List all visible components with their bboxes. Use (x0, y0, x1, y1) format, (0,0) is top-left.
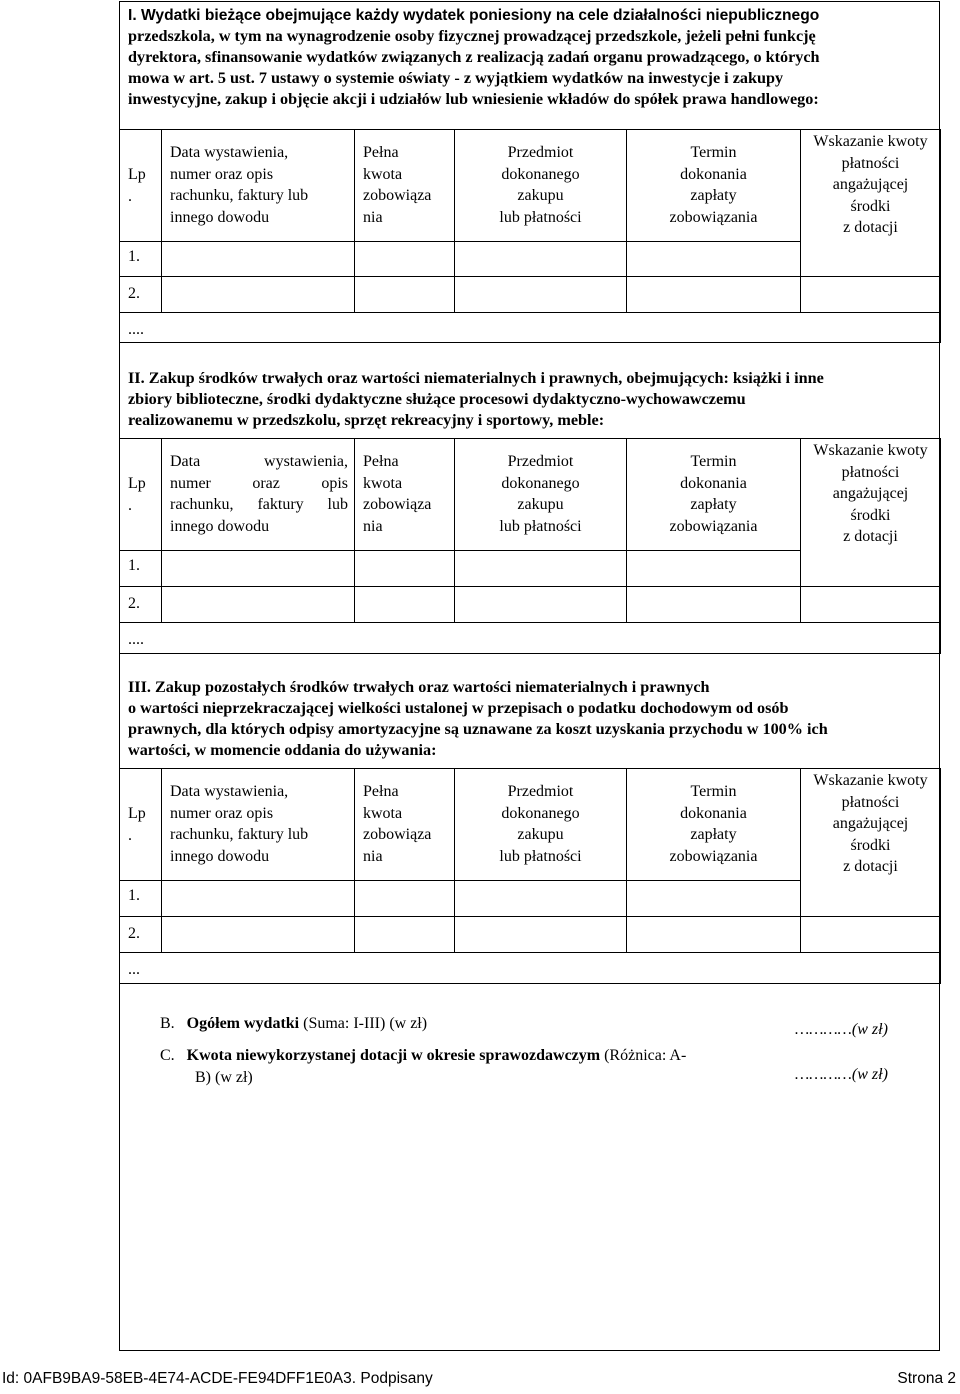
summary-b-label: Ogółem wydatki (186, 1015, 300, 1032)
cell (801, 277, 941, 313)
cell (455, 587, 627, 623)
heading-line: przedszkola, w tym na wynagrodzenie osoby fizycznej prowadzącej przedszkole, jeżeli pełni funkcję (128, 27, 816, 45)
header-lp: Lp . (120, 439, 162, 551)
header-lp: Lp . (120, 769, 162, 881)
cell (627, 587, 801, 623)
heading-line: realizowanemu w przedszkolu, sprzęt rekreacyjny i sportowy, meble: (128, 411, 605, 429)
cell (627, 277, 801, 313)
heading-line: III. Zakup pozostałych środków trwałych oraz wartości niematerialnych i prawnych (128, 678, 710, 696)
summary-b-value: …………(w zł) (795, 1021, 888, 1038)
header-termin: Termin dokonania zapłaty zobowiązania (627, 439, 801, 551)
row-number: 1. (120, 242, 162, 277)
summary-c-rest: (Różnica: A- (600, 1047, 687, 1064)
header-data: Data wystawienia, numer oraz opis rachunku, faktury lub innego dowodu (162, 769, 355, 881)
expense-table-3 (119, 768, 941, 984)
row-number: 1. (120, 551, 162, 587)
header-przedmiot: Przedmiot dokonanego zakupu lub płatności (455, 439, 627, 551)
cell (162, 881, 355, 917)
row-number: 2. (120, 277, 162, 313)
expense-table-2 (119, 438, 941, 654)
cell (627, 881, 801, 917)
header-lp: Lp . (120, 130, 162, 242)
header-termin: Termin dokonania zapłaty zobowiązania (627, 130, 801, 242)
cell (455, 881, 627, 917)
heading-line: mowa w art. 5 ust. 7 ustawy o systemie oświaty - z wyjątkiem wydatków na inwestycje i zakupy (128, 69, 784, 87)
heading-line: wartości, w momencie oddania do używania: (128, 741, 437, 759)
summary-c-line2: B) (w zł) (195, 1068, 253, 1086)
header-termin: Termin dokonania zapłaty zobowiązania (627, 769, 801, 881)
header-kwota: Pełna kwota zobowiąza nia (355, 130, 455, 242)
cell (627, 551, 801, 587)
heading-line: zbiory biblioteczne, środki dydaktyczne służące procesowi dydaktyczno-wychowawczemu (128, 390, 746, 408)
cell (355, 881, 455, 917)
heading-line: I. Wydatki bieżące obejmujące każdy wydatek poniesiony na cele działalności niepublicznego (128, 7, 820, 24)
summary-c-value: …………(w zł) (795, 1066, 888, 1083)
page-number: Strona 2 (897, 1370, 956, 1387)
header-przedmiot: Przedmiot dokonanego zakupu lub płatności (455, 769, 627, 881)
cell (455, 242, 627, 277)
header-wskazanie: Wskazanie kwoty płatności angażującej środki z dotacji (801, 769, 941, 917)
header-wskazanie: Wskazanie kwoty płatności angażującej środki z dotacji (801, 130, 941, 277)
heading-line: prawnych, dla których odpisy amortyzacyjne są uznawane za koszt uzyskania przychodu w 100% ich (128, 720, 828, 738)
heading-line: inwestycyjne, zakup i objęcie akcji i udziałów lub wniesienie wkładów do spółek prawa handlowego: (128, 90, 819, 108)
row-number: 1. (120, 881, 162, 917)
header-przedmiot: Przedmiot dokonanego zakupu lub płatności (455, 130, 627, 242)
summary-b-prefix: B. (160, 1015, 175, 1032)
heading-line: o wartości nieprzekraczającej wielkości ustalonej w przepisach o podatku dochodowym od osób (128, 699, 789, 717)
cell (162, 917, 355, 953)
document-id: Id: 0AFB9BA9-58EB-4E74-ACDE-FE94DFF1E0A3. Podpisany (2, 1370, 433, 1387)
header-data: Data wystawienia, numer oraz opis rachunku, faktury lub innego dowodu (162, 130, 355, 242)
cell (162, 551, 355, 587)
summary-b-rest: (Suma: I-III) (w zł) (299, 1015, 428, 1032)
row-number: .... (120, 313, 162, 343)
heading-line: II. Zakup środków trwałych oraz wartości niematerialnych i prawnych, obejmujących: książki i inne (128, 369, 824, 387)
header-wskazanie: Wskazanie kwoty płatności angażującej środki z dotacji (801, 439, 941, 587)
row-number: 2. (120, 917, 162, 953)
row-number: 2. (120, 587, 162, 623)
cell (455, 551, 627, 587)
header-kwota: Pełna kwota zobowiąza nia (355, 769, 455, 881)
section-2-heading (128, 368, 928, 431)
summary-b (160, 1013, 427, 1035)
row-number: .... (120, 623, 162, 654)
summary-c-label: Kwota niewykorzystanej dotacji w okresie sprawozdawczym (186, 1047, 601, 1064)
header-kwota: Pełna kwota zobowiąza nia (355, 439, 455, 551)
cell (355, 242, 455, 277)
cell (162, 623, 941, 654)
cell (162, 587, 355, 623)
cell (455, 277, 627, 313)
cell (627, 917, 801, 953)
summary-c (160, 1045, 780, 1088)
cell (355, 917, 455, 953)
summary-c-prefix: C. (160, 1047, 175, 1064)
cell (162, 953, 941, 984)
cell (162, 242, 355, 277)
cell (627, 242, 801, 277)
row-number: ... (120, 953, 162, 984)
cell (355, 277, 455, 313)
heading-line: dyrektora, sfinansowanie wydatków związanych z realizacją zadań organu prowadzącego, o których (128, 48, 820, 66)
cell (162, 277, 355, 313)
cell (162, 313, 941, 343)
cell (355, 551, 455, 587)
cell (801, 587, 941, 623)
cell (355, 587, 455, 623)
cell (455, 917, 627, 953)
expense-table-1 (119, 129, 941, 343)
section-1-heading (128, 5, 928, 110)
header-data: Data wystawienia, numer oraz opis rachunku, faktury lub innego dowodu (162, 439, 355, 551)
cell (801, 917, 941, 953)
section-3-heading (128, 677, 928, 761)
